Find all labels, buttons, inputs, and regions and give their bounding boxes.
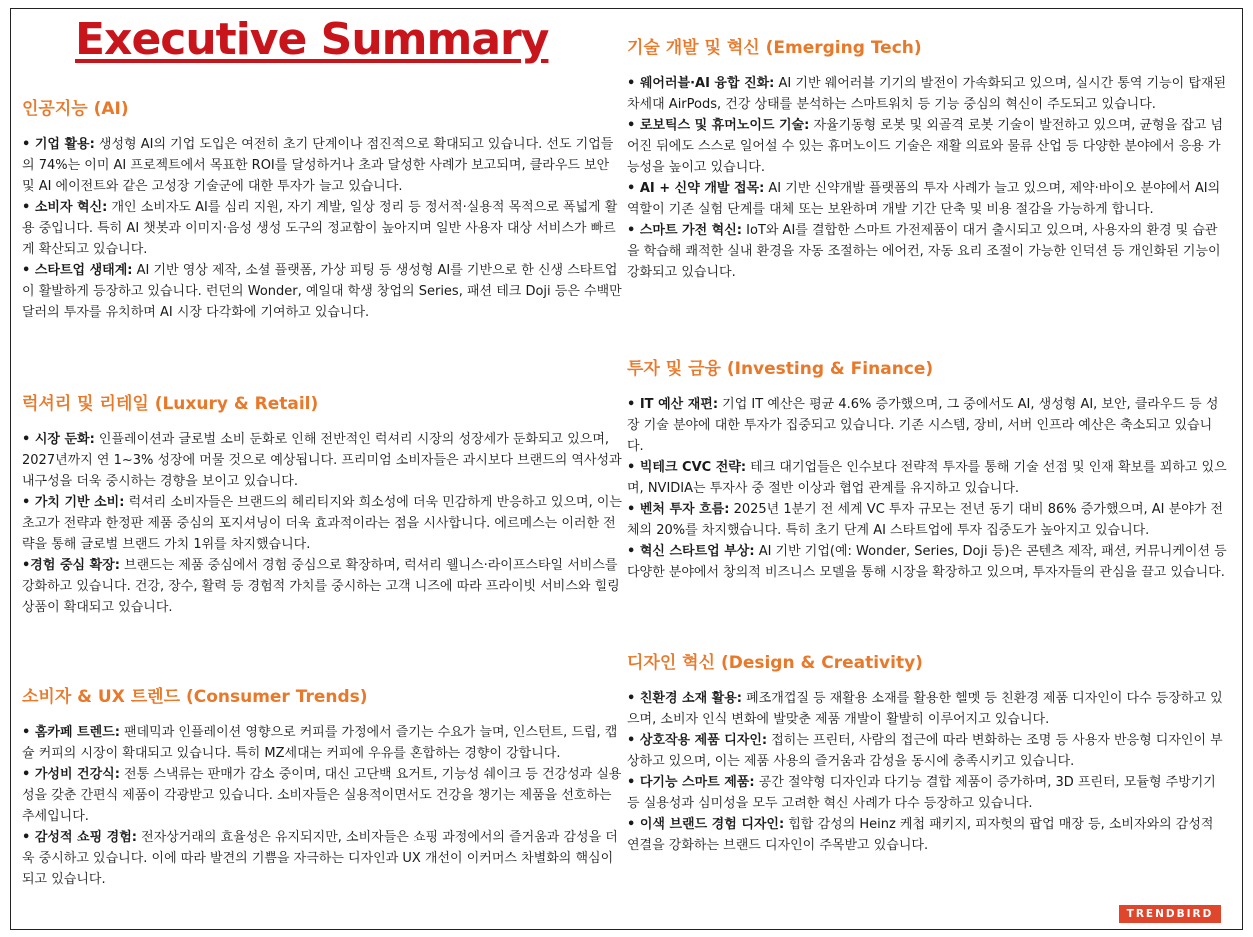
- bullet-item: [627, 457, 1227, 499]
- bullet-item: [627, 73, 1227, 115]
- section-luxury-retail: [22, 389, 622, 618]
- bullet-text: 테크 대기업들은 인수보다 전략적 투자를 통해 기술 선점 및 인재 확보를 꾀하고 있으며, NVIDIA는 투자사 중 절반 이상과 협업 관계를 유지하고 있습니다.: [627, 460, 1227, 496]
- bullet-item: [627, 499, 1227, 541]
- bullet-text: 럭셔리 소비자들은 브랜드의 헤리티지와 희소성에 더욱 민감하게 반응하고 있으며, 이는 초고가 전략과 한정판 제품 중심의 포지셔닝이 더욱 효과적이라는 점을 시사합니다. 에르메스는 이러한 전략을 통해 글로벌 브랜드 가치 1위를 차지했습니다.: [22, 495, 622, 552]
- bullet-key: • 시장 둔화:: [22, 432, 95, 447]
- bullet-key: • 빅테크 CVC 전략:: [627, 460, 747, 475]
- bullet-item: [22, 764, 622, 827]
- trendbird-logo: TRENDBIRD: [1119, 905, 1221, 923]
- section-heading: 소비자 & UX 트렌드 (Consumer Trends): [22, 687, 368, 707]
- section-heading: 인공지능 (AI): [22, 99, 129, 119]
- bullet-text: 전자상거래의 효율성은 유지되지만, 소비자들은 쇼핑 과정에서의 즐거움과 감성을 더욱 중시하고 있습니다. 이에 따라 발견의 기쁨을 자극하는 디자인과 UX 개선이 이커머스 차별화의 핵심이 되고 있습니다.: [22, 830, 618, 887]
- bullet-item: [22, 197, 622, 260]
- section-consumer-trends: [22, 682, 622, 890]
- bullet-text: 브랜드는 제품 중심에서 경험 중심으로 확장하며, 럭셔리 웰니스·라이프스타일 서비스를 강화하고 있습니다. 건강, 장수, 활력 등 경험적 가치를 중시하는 고객 니즈에 따라 프라이빗 서비스와 힐링 상품이 확대되고 있습니다.: [22, 558, 620, 615]
- bullet-key: • 친환경 소재 활용:: [627, 691, 742, 706]
- bullet-text: 전통 스낵류는 판매가 감소 중이며, 대신 고단백 요거트, 기능성 쉐이크 등 건강성과 실용성을 갖춘 간편식 제품이 각광받고 있습니다. 소비자들은 실용적이면서도 건강을 챙기는 제품을 선호하는 추세입니다.: [22, 767, 622, 824]
- page-title: Executive Summary: [75, 14, 549, 65]
- bullet-text: 기업 IT 예산은 평균 4.6% 증가했으며, 그 중에서도 AI, 생성형 AI, 보안, 클라우드 등 성장 기술 분야에 대한 투자가 집중되고 있습니다. 기존 시스템, 장비, 서버 인프라 예산은 축소되고 있습니다.: [627, 397, 1219, 454]
- bullet-key: • 스마트 가전 혁신:: [627, 223, 742, 238]
- bullet-text: AI 기반 웨어러블 기기의 발전이 가속화되고 있으며, 실시간 통역 기능이 탑재된 차세대 AirPods, 건강 상태를 분석하는 스마트워치 등 기능 중심의 혁신이 주도되고 있습니다.: [627, 76, 1227, 112]
- bullet-key: • IT 예산 재편:: [627, 397, 719, 412]
- bullet-item: [22, 260, 622, 323]
- bullet-text: 접히는 프린터, 사람의 접근에 따라 변화하는 조명 등 사용자 반응형 디자인이 부상하고 있으며, 이는 제품 사용의 즐거움과 감성을 동시에 충족시키고 있습니다.: [627, 733, 1223, 769]
- bullet-key: •경험 중심 확장:: [22, 558, 120, 573]
- section-ai: [22, 94, 622, 323]
- bullet-item: [627, 394, 1227, 457]
- bullet-text: AI 기반 기업(예: Wonder, Series, Doji 등)은 콘텐츠 제작, 패션, 커뮤니케이션 등 다양한 분야에서 창의적 비즈니스 모델을 통해 시장을 확장하고 있으며, 투자자들의 관심을 끌고 있습니다.: [627, 544, 1227, 580]
- bullet-text: 인플레이션과 글로벌 소비 둔화로 인해 전반적인 럭셔리 시장의 성장세가 둔화되고 있으며, 2027년까지 연 1~3% 성장에 머물 것으로 예상됩니다. 프리미엄 소비자들은 과시보다 브랜드의 역사성과 내구성을 더욱 중시하는 경향을 보이고 있습니다.: [22, 432, 622, 489]
- bullet-item: [22, 827, 622, 890]
- section-heading: 기술 개발 및 혁신 (Emerging Tech): [627, 38, 922, 58]
- bullet-key: • 상호작용 제품 디자인:: [627, 733, 768, 748]
- bullet-key: • AI + 신약 개발 접목:: [627, 181, 765, 196]
- section-heading: 디자인 혁신 (Design & Creativity): [627, 653, 923, 673]
- bullet-key: • 웨어러블·AI 융합 진화:: [627, 76, 775, 91]
- bullet-key: • 벤처 투자 흐름:: [627, 502, 730, 517]
- bullet-item: [22, 134, 622, 197]
- section-heading: 투자 및 금융 (Investing & Finance): [627, 359, 934, 379]
- bullet-item: [22, 492, 622, 555]
- bullet-item: [627, 772, 1227, 814]
- bullet-item: [627, 730, 1227, 772]
- bullet-text: IoT와 AI를 결합한 스마트 가전제품이 대거 출시되고 있으며, 사용자의 환경 및 습관을 학습해 쾌적한 실내 환경을 자동 조절하는 에어컨, 자동 요리 조절이 가능한 인덕션 등 개인화된 기능이 강화되고 있습니다.: [627, 223, 1221, 280]
- bullet-key: • 로보틱스 및 휴머노이드 기술:: [627, 118, 810, 133]
- section-emerging-tech: [627, 33, 1227, 283]
- bullet-key: • 가성비 건강식:: [22, 767, 120, 782]
- bullet-key: • 소비자 혁신:: [22, 200, 108, 215]
- bullet-item: [627, 814, 1227, 856]
- bullet-text: 자율기동형 로봇 및 외골격 로봇 기술이 발전하고 있으며, 균형을 잡고 넘어진 뒤에도 스스로 일어설 수 있는 휴머노이드 기술은 재활 의료와 물류 산업 등 다양한 분야에서 응용 가능성을 높이고 있습니다.: [627, 118, 1224, 175]
- bullet-text: 공간 절약형 디자인과 다기능 결합 제품이 증가하며, 3D 프린터, 모듈형 주방기기 등 실용성과 심미성을 모두 고려한 혁신 사례가 다수 등장하고 있습니다.: [627, 775, 1216, 811]
- section-investing-finance: [627, 354, 1227, 583]
- section-heading: 럭셔리 및 리테일 (Luxury & Retail): [22, 394, 319, 414]
- bullet-item: [627, 178, 1227, 220]
- bullet-text: 2025년 1분기 전 세계 VC 투자 규모는 전년 동기 대비 86% 증가했으며, AI 분야가 전체의 20%를 차지했습니다. 특히 초기 단계 AI 스타트업에 투자 집중도가 높아지고 있습니다.: [627, 502, 1224, 538]
- bullet-key: • 스타트업 생태계:: [22, 263, 133, 278]
- bullet-key: • 홈카페 트렌드:: [22, 725, 120, 740]
- bullet-key: • 이색 브랜드 경험 디자인:: [627, 817, 785, 832]
- bullet-key: • 기업 활용:: [22, 137, 95, 152]
- bullet-item: [22, 555, 622, 618]
- bullet-key: • 가치 기반 소비:: [22, 495, 125, 510]
- bullet-item: [627, 115, 1227, 178]
- bullet-item: [627, 688, 1227, 730]
- bullet-text: 개인 소비자도 AI를 심리 지원, 자기 계발, 일상 정리 등 정서적·실용적 목적으로 폭넓게 활용 중입니다. 특히 AI 챗봇과 이미지·음성 생성 도구의 정교함이 높아지며 일반 사용자 대상 서비스가 빠르게 확산되고 있습니다.: [22, 200, 618, 257]
- bullet-text: 힙합 감성의 Heinz 케첩 패키지, 피자헛의 팝업 매장 등, 소비자와의 감성적 연결을 강화하는 브랜드 디자인이 주목받고 있습니다.: [627, 817, 1214, 853]
- bullet-key: • 감성적 쇼핑 경험:: [22, 830, 137, 845]
- bullet-item: [22, 722, 622, 764]
- bullet-text: 생성형 AI의 기업 도입은 여전히 초기 단계이나 점진적으로 확대되고 있습니다. 선도 기업들의 74%는 이미 AI 프로젝트에서 목표한 ROI를 달성하거나 초과 달성한 사례가 보고되며, 클라우드 보안 및 AI 에이전트와 같은 고성장 기술군에 대한 투자가 늘고 있습니다.: [22, 137, 614, 194]
- bullet-text: 팬데믹과 인플레이션 영향으로 커피를 가정에서 즐기는 수요가 늘며, 인스턴트, 드립, 캡슐 커피의 시장이 확대되고 있습니다. 특히 MZ세대는 커피에 우유를 혼합하는 경향이 강합니다.: [22, 725, 618, 761]
- section-design-creativity: [627, 648, 1227, 856]
- bullet-text: 폐조개껍질 등 재활용 소재를 활용한 헬멧 등 친환경 제품 디자인이 다수 등장하고 있으며, 소비자 인식 변화에 발맞춘 제품 개발이 활발히 이루어지고 있습니다.: [627, 691, 1223, 727]
- bullet-text: AI 기반 영상 제작, 소셜 플랫폼, 가상 피팅 등 생성형 AI를 기반으로 한 신생 스타트업이 활발하게 등장하고 있습니다. 런던의 Wonder, 예일대 학생 창업의 Series, 패션 테크 Doji 등은 수백만 달러의 투자를 유치하며 AI 시장 다각화에 기여하고 있습니다.: [22, 263, 622, 320]
- bullet-item: [627, 220, 1227, 283]
- bullet-text: AI 기반 신약개발 플랫폼의 투자 사례가 늘고 있으며, 제약·바이오 분야에서 AI의 역할이 기존 실험 단계를 대체 또는 보완하며 개발 기간 단축 및 비용 절감을 가능하게 합니다.: [627, 181, 1221, 217]
- bullet-item: [22, 429, 622, 492]
- bullet-item: [627, 541, 1227, 583]
- bullet-key: • 다기능 스마트 제품:: [627, 775, 755, 790]
- bullet-key: • 혁신 스타트업 부상:: [627, 544, 755, 559]
